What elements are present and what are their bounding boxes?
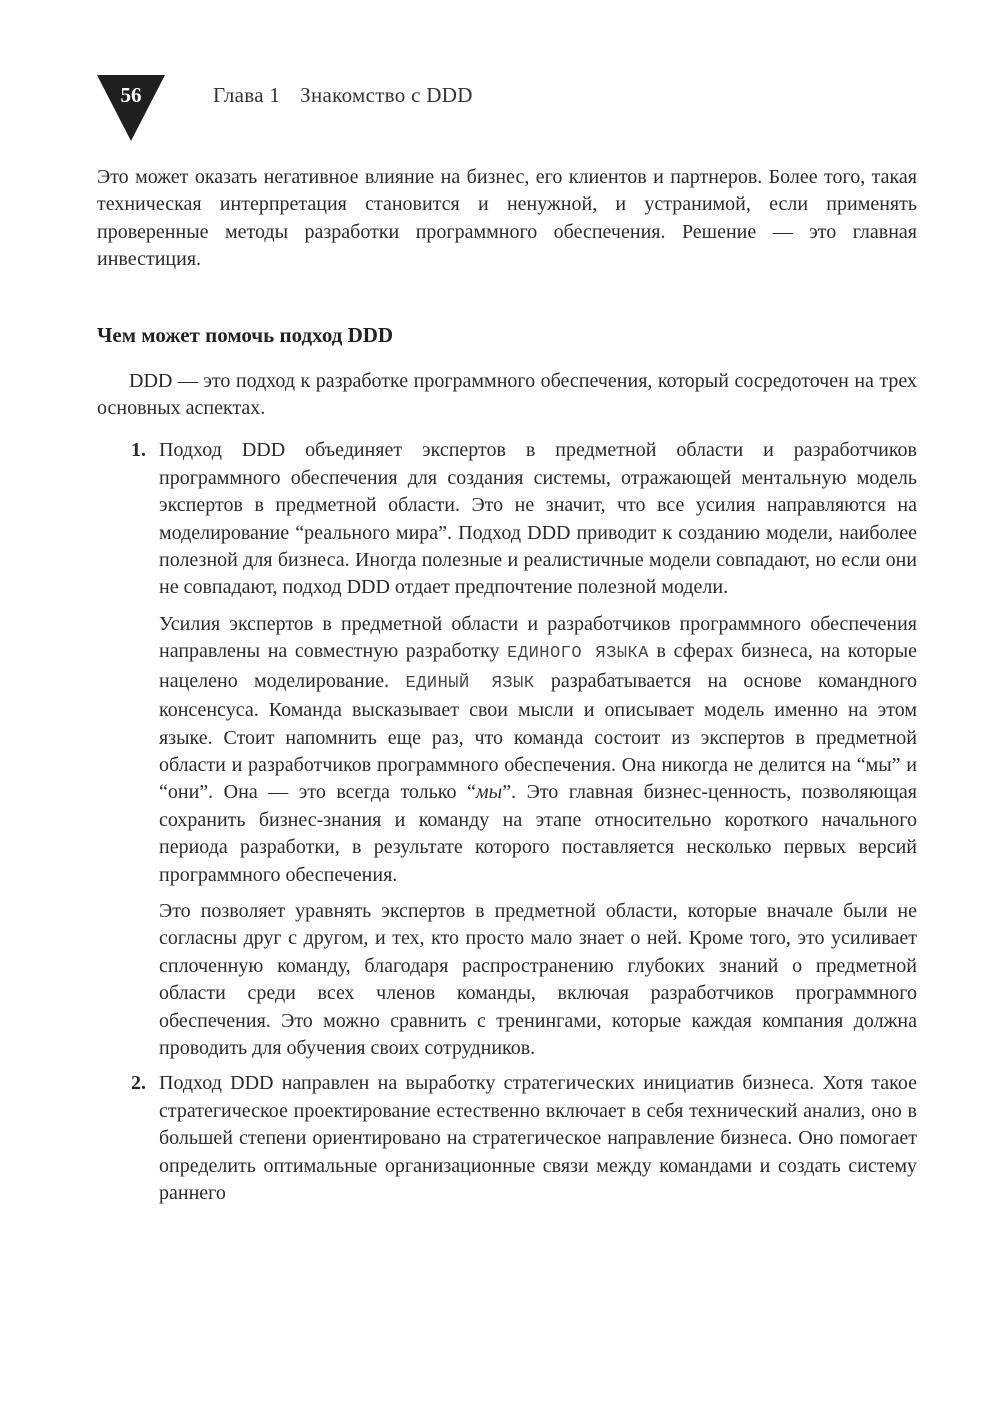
text-run: ”. Это главная бизнес-ценность, позволяющая сохранить бизнес-знания и команду на этапе относительно короткого начального периода разработки, в результате которого поставляется несколько первых версий программного обеспечения. bbox=[159, 781, 917, 886]
emphasis-we: мы bbox=[475, 781, 503, 804]
lead-paragraph: Это может оказать негативное влияние на бизнес, его клиентов и партнеров. Более того, такая техническая интерпретация становится и ненужной, и устранимой, если применять проверенные методы разработки программного обеспечения. Решение — это главная инвестиция. bbox=[97, 166, 917, 271]
item-1-paragraph-1: Подход DDD объединяет экспертов в предметной области и разработчиков программного обеспечения для создания системы, отражающей ментальную модель экспертов в предметной области. Это не значит, что все усилия направляются на моделирование “реального мира”. Подход DDD приводит к созданию модели, наиболее полезной для бизнеса. Иногда полезные и реалистичные модели совпадают, но если они не совпадают, подход DDD отдает предпочтение полезной модели. bbox=[159, 439, 917, 599]
section-heading: Чем может помочь подход DDD bbox=[97, 322, 394, 347]
text-run: Усилия экспертов в предметной области и разработчиков программного обеспечения направлены на совместную разработку bbox=[159, 612, 917, 663]
text-run: в сферах бизнеса, на которые нацелено моделирование. bbox=[159, 640, 917, 692]
page-header bbox=[97, 75, 917, 141]
intro-paragraph: DDD — это подход к разработке программного обеспечения, который сосредоточен на трех основных аспектах. bbox=[97, 369, 917, 420]
list-item-number: 2. bbox=[131, 1072, 146, 1095]
item-1-paragraph-2 bbox=[159, 611, 917, 889]
list-item-1 bbox=[97, 437, 917, 1062]
running-head bbox=[213, 83, 473, 108]
term-ubiquitous-language: ЕДИНОГО ЯЗЫКА bbox=[507, 644, 649, 664]
text-run: разрабатывается на основе командного консенсуса. Команда высказывает свои мысли и описывает модель именно на этом языке. Стоит напомнить еще раз, что команда состоит из экспертов в предметной области и разработчиков программного обеспечения. Она никогда не делится на “мы” и “они”. Она — это всегда только “ bbox=[159, 669, 917, 804]
page-number: 56 bbox=[120, 83, 142, 107]
page-content bbox=[97, 164, 917, 1207]
aspects-list bbox=[97, 437, 917, 1207]
item-2-paragraph-1: Подход DDD направлен на выработку стратегических инициатив бизнеса. Хотя такое стратегическое проектирование естественно включает в себя технический анализ, оно в большей степени ориентировано на стратегическое направление бизнеса. Оно помогает определить оптимальные организационные связи между командами и создать систему раннего bbox=[159, 1072, 917, 1204]
term-ubiquitous-language: ЕДИНЫЙ ЯЗЫК bbox=[405, 673, 535, 693]
item-1-paragraph-3: Это позволяет уравнять экспертов в предметной области, которые вначале были не согласны друг с другом, и тех, кто просто мало знает о ней. Кроме того, это усиливает сплоченную команду, благодаря распространению глубоких знаний о предметной области среди всех членов команды, включая разработчиков программного обеспечения. Это можно сравнить с тренингами, которые каждая компания должна проводить для обучения своих сотрудников. bbox=[159, 899, 917, 1059]
list-item-2 bbox=[97, 1070, 917, 1207]
chapter-label: Глава 1 bbox=[213, 83, 281, 107]
chapter-title: Знакомство с DDD bbox=[300, 83, 473, 107]
list-item-number: 1. bbox=[131, 439, 146, 462]
